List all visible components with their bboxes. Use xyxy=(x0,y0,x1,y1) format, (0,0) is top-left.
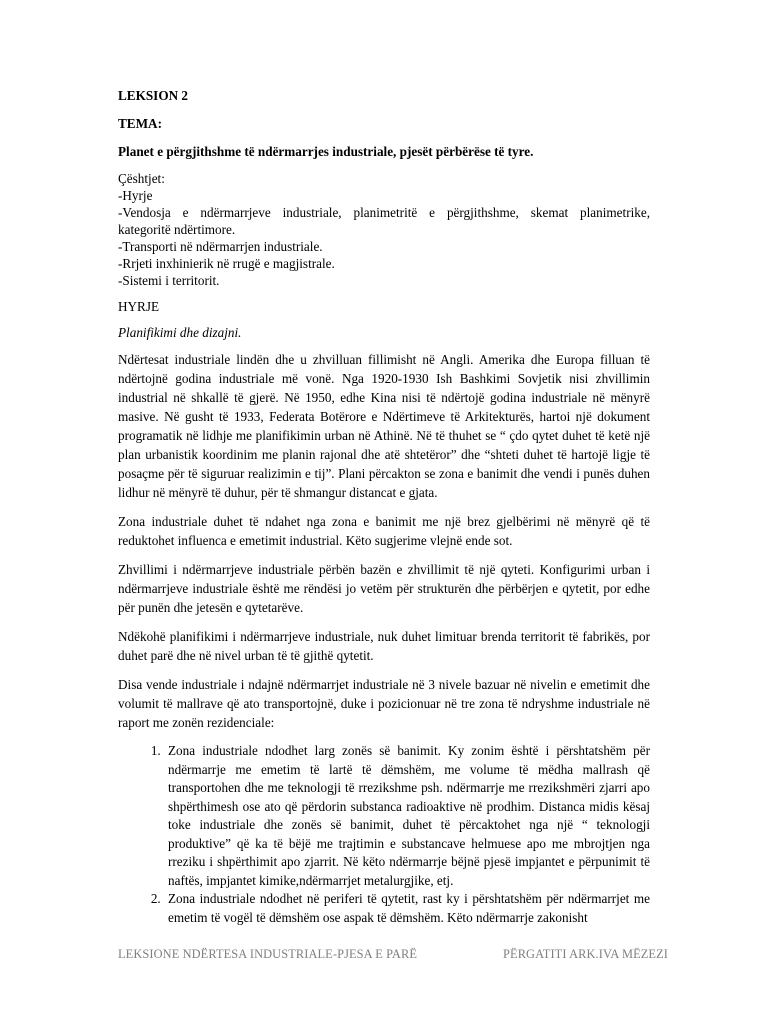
list-item: 1. Zona industriale ndodhet larg zonës së banimit. Ky zonim është i përshtatshëm për ndërmarrje me emetim të lartë të dëmshëm, me volume të mëdha mallrash që transportohen dhe me teknologji të rrezikshme psh. ndërmarrje me rrezikshmëri zjarri apo shpërthimesh ose ato që përdorin substanca radioaktive në prodhim. Distanca midis kësaj toke industriale dhe zonës së banimit, duhet të përcaktohet nga një “ teknologji produktive” që ka të bëjë me trajtimin e substancave helmuese apo me mbrojtjen nga rreziku i shpërthimit apo zjarrit. Në këto ndërmarrje bëjnë pjesë impjantet e përpunimit të naftës, impjantet kimike,ndërmarrjet metalurgjike, etj. xyxy=(164,742,650,890)
issues-heading: Çështjet: xyxy=(118,171,165,186)
body-paragraph: Ndëkohë planifikimi i ndërmarrjeve industriale, nuk duhet limituar brenda territorit të fabrikës, por duhet parë dhe në nivel urban të të gjithë qytetit. xyxy=(118,629,650,663)
tema-label: TEMA: xyxy=(118,116,162,131)
issue-item: -Rrjeti inxhinierik në rrugë e magjistrale. xyxy=(118,256,335,271)
section-title: HYRJE xyxy=(118,299,160,314)
footer-left: LEKSIONE NDËRTESA INDUSTRIALE-PJESA E PARË xyxy=(118,947,418,961)
issue-item: -Sistemi i territorit. xyxy=(118,273,220,288)
issue-item: -Hyrje xyxy=(118,188,153,203)
body-paragraph: Ndërtesat industriale lindën dhe u zhvilluan fillimisht në Angli. Amerika dhe Europa filluan të ndërtojnë godina industriale më vonë. Nga 1920-1930 Ish Bashkimi Sovjetik nisi zhvillimin industrial në shkallë të gjerë. Në 1950, edhe Kina nisi të ndërtojë godina industriale në mënyrë masive. Në gusht të 1933, Federata Botërore e Ndërtimeve të Arkitekturës, hartoi një dokument programatik në lidhje me planifikimin urban në Athinë. Në të thuhet se “ çdo qytet duhet të ketë një plan urbanistik koordinim me planin rajonal dhe atë shtetëror” dhe “shteti duhet të hartojë ligje të posaçme për të siguruar realizimin e tij”. Plani përcakton se zona e banimit dhe vendi i punës duhen lidhur në mënyrë të duhur, për të shmangur distancat e gjata. xyxy=(118,352,650,500)
body-paragraph: Zhvillimi i ndërmarrjeve industriale përbën bazën e zhvillimit të një qyteti. Konfigurimi urban i ndërmarrjeve industriale është me rëndësi jo vetëm për strukturën dhe përbërjen e qytetit, por edhe për punën dhe jetesën e qytetarëve. xyxy=(118,562,650,615)
list-item: 2. Zona industriale ndodhet në periferi të qytetit, rast ky i përshtatshëm për ndërmarrjet me emetim të vogël të dëmshëm ose aspak të dëmshëm. Këto ndërmarrje zakonisht xyxy=(164,890,650,927)
issue-item: -Transporti në ndërmarrjen industriale. xyxy=(118,239,323,254)
issues-block xyxy=(118,170,650,289)
document-subtitle: Planet e përgjithshme të ndërmarrjes industriale, pjesët përbërëse të tyre. xyxy=(118,144,534,159)
page-footer xyxy=(118,947,668,962)
numbered-list xyxy=(118,742,650,927)
section-subtitle: Planifikimi dhe dizajni. xyxy=(118,325,242,340)
footer-right: PËRGATITI ARK.IVA MËZEZI xyxy=(503,947,668,961)
issue-item: kategoritë ndërtimore. xyxy=(118,222,236,237)
issue-item: -Vendosja e ndërmarrjeve industriale, planimetritë e përgjithshme, skemat planimetrike, xyxy=(118,205,650,220)
lesson-title: LEKSION 2 xyxy=(118,88,188,103)
body-paragraph: Zona industriale duhet të ndahet nga zona e banimit me një brez gjelbërimi në mënyrë që të reduktohet influenca e emetimit industrial. Këto sugjerime vlejnë ende sot. xyxy=(118,514,650,548)
body-paragraph: Disa vende industriale i ndajnë ndërmarrjet industriale në 3 nivele bazuar në nivelin e emetimit dhe volumit të mallrave që ato transportojnë, duke i pozicionuar në tre zona të ndryshme industriale në raport me zonën rezidenciale: xyxy=(118,677,650,730)
